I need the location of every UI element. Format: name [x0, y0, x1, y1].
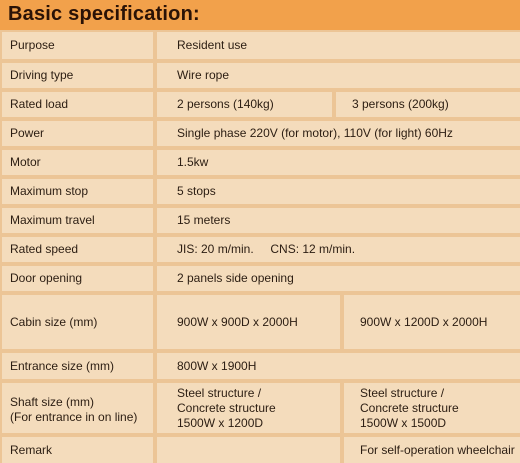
label-cabin-size: Cabin size (mm): [2, 295, 153, 349]
value-maximum-travel: 15 meters: [157, 208, 520, 233]
value-remark-b: For self-operation wheelchair: [344, 437, 520, 463]
value-cabin-size-b: 900W x 1200D x 2000H: [344, 295, 520, 349]
value-rated-load-a: 2 persons (140kg): [157, 92, 332, 117]
label-power: Power: [2, 121, 153, 146]
title-bar: [0, 0, 520, 30]
page-title: Basic specification:: [8, 3, 200, 25]
value-rated-speed: JIS: 20 m/min. CNS: 12 m/min.: [157, 237, 520, 262]
value-door-opening: 2 panels side opening: [157, 266, 520, 291]
value-entrance-size: 800W x 1900H: [157, 353, 520, 379]
label-rated-load: Rated load: [2, 92, 153, 117]
label-shaft-size: Shaft size (mm) (For entrance in on line): [2, 383, 153, 433]
label-remark: Remark: [2, 437, 153, 463]
label-maximum-stop: Maximum stop: [2, 179, 153, 204]
value-shaft-size-a: Steel structure / Concrete structure 1500W x 1200D: [157, 383, 340, 433]
value-power: Single phase 220V (for motor), 110V (for light) 60Hz: [157, 121, 520, 146]
label-door-opening: Door opening: [2, 266, 153, 291]
value-motor: 1.5kw: [157, 150, 520, 175]
value-cabin-size-a: 900W x 900D x 2000H: [157, 295, 340, 349]
label-purpose: Purpose: [2, 32, 153, 59]
label-driving-type: Driving type: [2, 63, 153, 88]
label-maximum-travel: Maximum travel: [2, 208, 153, 233]
label-rated-speed: Rated speed: [2, 237, 153, 262]
value-shaft-size-b: Steel structure / Concrete structure 1500W x 1500D: [344, 383, 520, 433]
value-remark-a: [157, 437, 340, 463]
label-entrance-size: Entrance size (mm): [2, 353, 153, 379]
label-motor: Motor: [2, 150, 153, 175]
spec-table: [0, 30, 520, 463]
value-purpose: Resident use: [157, 32, 520, 59]
value-rated-load-b: 3 persons (200kg): [336, 92, 520, 117]
value-maximum-stop: 5 stops: [157, 179, 520, 204]
value-driving-type: Wire rope: [157, 63, 520, 88]
